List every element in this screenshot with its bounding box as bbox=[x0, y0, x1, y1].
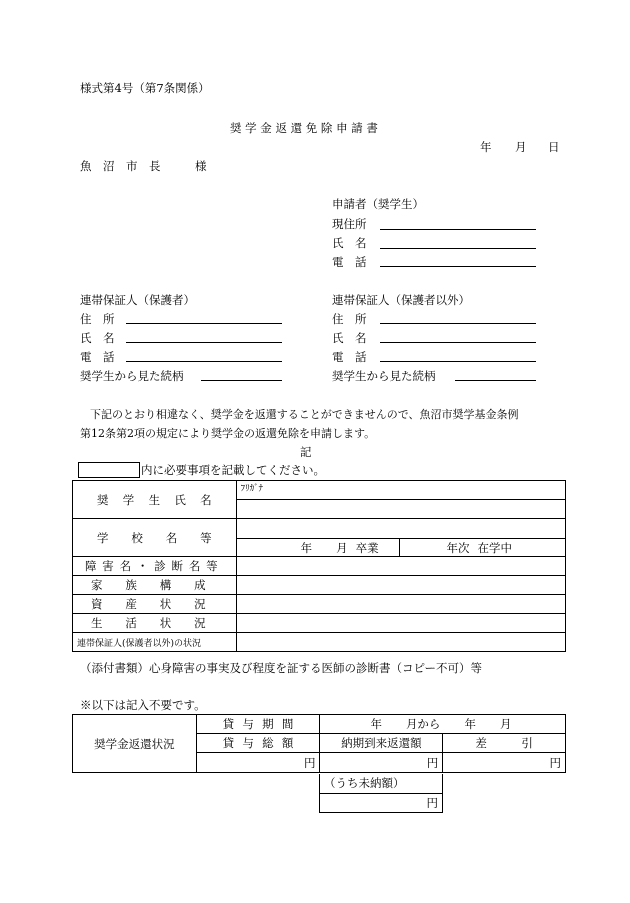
period-year-from: 年 bbox=[370, 717, 382, 731]
family-label: 家族構成 bbox=[91, 578, 206, 592]
student-name-cell[interactable] bbox=[236, 500, 565, 519]
living-label: 生活状況 bbox=[91, 616, 206, 630]
guarantor-parent-phone-label: 電 話 bbox=[80, 350, 115, 364]
guarantor-other-address-line[interactable] bbox=[380, 323, 536, 324]
guarantor-parent-name-line[interactable] bbox=[126, 342, 282, 343]
disability-label-cell bbox=[73, 557, 237, 576]
furigana-cell[interactable] bbox=[236, 481, 565, 500]
disability-cell[interactable] bbox=[236, 557, 565, 576]
assets-cell[interactable] bbox=[236, 595, 565, 614]
loan-period-cell[interactable] bbox=[320, 715, 566, 734]
guarantor-parent-name-label: 氏 名 bbox=[80, 331, 115, 345]
repayment-status-table bbox=[72, 714, 566, 773]
difference-yen: 円 bbox=[549, 755, 561, 770]
difference-label: 差 引 bbox=[475, 736, 533, 750]
office-use-note: ※以下は記入不要です。 bbox=[80, 698, 206, 712]
assets-label-cell bbox=[73, 595, 237, 614]
guarantor-other-relation-line[interactable] bbox=[455, 380, 536, 381]
guarantor-status-cell[interactable] bbox=[236, 633, 565, 652]
repayment-status-label-cell bbox=[73, 715, 197, 773]
date-day: 日 bbox=[548, 140, 560, 154]
furigana-label: ﾌﾘｶﾞﾅ bbox=[240, 484, 264, 494]
unpaid-value-cell[interactable] bbox=[320, 793, 443, 812]
addressee: 魚 沼 市 長 様 bbox=[80, 159, 207, 173]
due-amount-value-cell[interactable] bbox=[320, 753, 443, 773]
applicant-phone-line[interactable] bbox=[380, 266, 536, 267]
family-label-cell bbox=[73, 576, 237, 595]
due-amount-label: 納期到来返還額 bbox=[341, 736, 422, 750]
period-year-to: 年 bbox=[464, 717, 476, 731]
guarantor-parent-address-label: 住 所 bbox=[80, 312, 115, 326]
applicant-name-label: 氏 名 bbox=[332, 236, 367, 250]
applicant-address-line[interactable] bbox=[380, 229, 536, 230]
applicant-heading: 申請者（奨学生） bbox=[332, 197, 424, 211]
guarantor-parent-heading: 連帯保証人（保護者） bbox=[80, 293, 195, 307]
page-title: 奨 学 金 返 還 免 除 申 請 書 bbox=[230, 121, 378, 135]
unpaid-label-cell bbox=[320, 774, 443, 793]
unpaid-yen: 円 bbox=[426, 795, 438, 810]
guarantor-other-phone-label: 電 話 bbox=[332, 350, 367, 364]
family-cell[interactable] bbox=[236, 576, 565, 595]
unpaid-label: （うち未納額） bbox=[324, 776, 405, 791]
assets-label: 資産状況 bbox=[91, 597, 206, 611]
attachment-note: （添付書類）心身障害の事実及び程度を証する医師の診断書（コピー不可）等 bbox=[80, 661, 483, 675]
disability-label: 障害名・診断名等 bbox=[85, 559, 218, 573]
school-name-cell[interactable] bbox=[236, 519, 565, 539]
guarantor-other-address-label: 住 所 bbox=[332, 312, 367, 326]
ki-heading: 記 bbox=[300, 445, 312, 459]
student-name-label: 奨学生氏名 bbox=[97, 492, 212, 507]
guarantor-parent-address-line[interactable] bbox=[126, 323, 282, 324]
repayment-status-label: 奨学金返還状況 bbox=[94, 736, 175, 751]
body-text-line-2: 第12条第2項の規定により奨学金の返還免除を申請します。 bbox=[80, 427, 376, 440]
guarantor-status-label: 連帯保証人(保護者以外)の状況 bbox=[77, 638, 202, 649]
date-year: 年 bbox=[480, 140, 492, 154]
body-text-line-1: 下記のとおり相違なく、奨学金を返還することができませんので、魚沼市奨学基金条例 bbox=[90, 408, 519, 421]
guarantor-status-label-cell bbox=[73, 633, 237, 652]
guarantor-other-name-line[interactable] bbox=[380, 342, 536, 343]
guarantor-other-heading: 連帯保証人（保護者以外） bbox=[332, 293, 470, 307]
grad-year-label: 年 bbox=[300, 540, 313, 555]
guarantor-parent-phone-line[interactable] bbox=[126, 361, 282, 362]
enrollment-cell[interactable] bbox=[400, 539, 566, 557]
loan-total-label-cell bbox=[196, 734, 320, 753]
guarantor-other-relation-label: 奨学生から見た続柄 bbox=[332, 369, 436, 383]
student-name-label-cell bbox=[73, 481, 237, 519]
grad-label: 卒業 bbox=[355, 540, 379, 555]
difference-value-cell[interactable] bbox=[443, 753, 566, 773]
applicant-name-line[interactable] bbox=[380, 248, 536, 249]
sample-entry-box bbox=[78, 462, 140, 478]
graduation-cell[interactable] bbox=[236, 539, 400, 557]
period-from-label: 月から bbox=[405, 717, 441, 731]
date-month: 月 bbox=[515, 140, 527, 154]
unpaid-amount-table bbox=[319, 774, 443, 813]
guarantor-other-name-label: 氏 名 bbox=[332, 331, 367, 345]
living-label-cell bbox=[73, 614, 237, 633]
loan-total-yen: 円 bbox=[303, 755, 316, 770]
school-name-label-cell bbox=[73, 519, 237, 557]
period-month-to: 月 bbox=[499, 717, 512, 731]
application-details-table bbox=[72, 480, 566, 652]
grade-label: 年次 bbox=[446, 540, 470, 555]
living-cell[interactable] bbox=[236, 614, 565, 633]
guarantor-parent-relation-label: 奨学生から見た続柄 bbox=[80, 369, 184, 383]
loan-period-label: 貸与期間 bbox=[222, 717, 294, 731]
loan-total-value-cell[interactable] bbox=[196, 753, 320, 773]
loan-period-label-cell bbox=[196, 715, 320, 734]
enrolled-label: 在学中 bbox=[477, 540, 512, 555]
school-name-label: 学校名等 bbox=[97, 530, 212, 545]
applicant-phone-label: 電 話 bbox=[332, 255, 367, 269]
due-amount-label-cell bbox=[320, 734, 443, 753]
guarantor-other-phone-line[interactable] bbox=[380, 361, 536, 362]
applicant-address-label: 現住所 bbox=[332, 217, 367, 231]
due-amount-yen: 円 bbox=[426, 755, 439, 770]
form-number-label: 様式第4号（第7条関係） bbox=[80, 81, 210, 95]
guarantor-parent-relation-line[interactable] bbox=[201, 380, 282, 381]
instruction-text: 内に必要事項を記載してください。 bbox=[141, 463, 325, 477]
loan-total-label: 貸与総額 bbox=[222, 736, 294, 750]
grad-month-label: 月 bbox=[336, 540, 348, 555]
difference-label-cell bbox=[443, 734, 566, 753]
